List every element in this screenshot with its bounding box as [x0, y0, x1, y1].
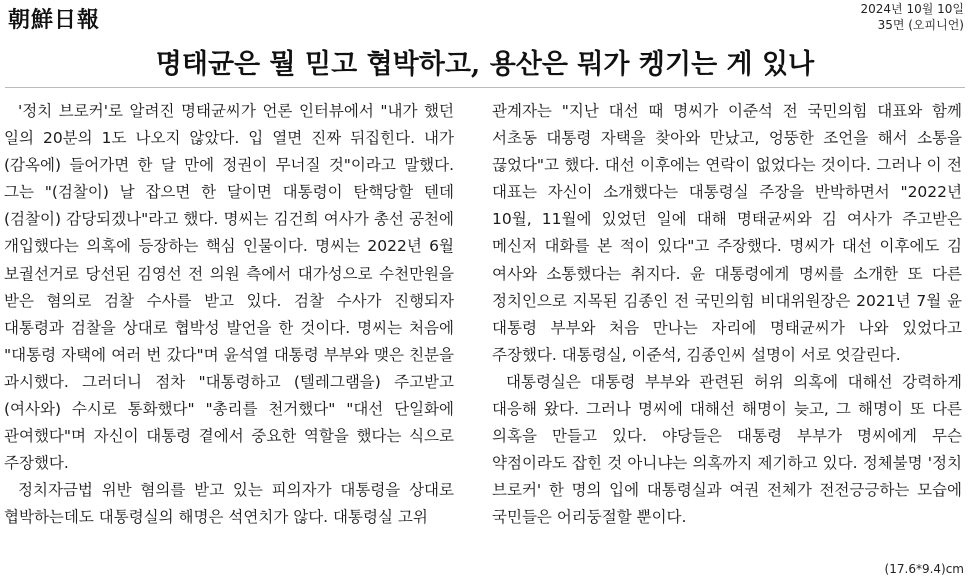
newspaper-logo: 朝鮮日報: [8, 7, 101, 33]
headline-divider: [5, 87, 965, 88]
page-section: 35면 (오피니언): [877, 18, 964, 32]
paragraph: 정치자금법 위반 혐의를 받고 있는 피의자가 대통령을 상대로 협박하는데도 대통령실의 해명은 석연치가 않다. 대통령실 고위: [4, 481, 454, 527]
body-column-left: [4, 98, 454, 532]
article-size-note: (17.6*9.4)cm: [884, 562, 964, 576]
paragraph: 대통령실은 대통령 부부와 관련된 허위 의혹에 대해선 강력하게 대응해 왔다. 그러나 명씨에 대해선 해명이 늦고, 그 해명이 또 다른 의혹을 만들고 있다. 야당들은 대통령 부부가 명씨에게 무슨 약점이라도 잡힌 것 아니냐는 의혹까지 제기하고 있다. 정체불명 '정치 브로커' 한 명의 입에 대통령실과 여권 전체가 전전긍긍하는 모습에 국민들은 어리둥절할 뿐이다.: [492, 372, 962, 527]
paragraph: '정치 브로커'로 알려진 명태균씨가 언론 인터뷰에서 "내가 했던 일의 20분의 1도 나오지 않았다. 입 열면 진짜 뒤집힌다. 내가 (감옥에) 들어가면 한 달 만에 정권이 무너질 것"이라고 말했다. 그는 "(검찰이) 날 잡으면 한 달이면 대통령이 탄핵당할 텐데 (검찰이) 감당되겠나"라고 했다. 명씨는 김건희 여사가 총선 공천에 개입했다는 의혹에 등장하는 핵심 인물이다. 명씨는 2022년 6월 보궐선거로 당선된 김영선 전 의원 측에서 대가성으로 수천만원을 받은 혐의로 검찰 수사를 받고 있다. 검찰 수사가 진행되자 대통령과 검찰을 상대로 협박성 발언을 한 것이다. 명씨는 처음에 "대통령 자택에 여러 번 갔다"며 윤석열 대통령 부부와 맺은 친분을 과시했다. 그러더니 점차 "대통령하고 (텔레그램을) 주고받고 (여사와) 수시로 통화했다" "총리를 천거했다" "대선 단일화에 관여했다"며 자신이 대통령 곁에서 중요한 역할을 했다는 식으로 주장했다.: [4, 102, 454, 473]
article-meta: [861, 1, 964, 33]
body-column-right: [492, 98, 962, 532]
article-headline: 명태균은 뭘 믿고 협박하고, 용산은 뭐가 켕기는 게 있나: [155, 49, 815, 80]
paragraph: 관계자는 "지난 대선 때 명씨가 이준석 전 국민의힘 대표와 함께 서초동 대통령 자택을 찾아와 만났고, 엉뚱한 조언을 해서 소통을 끊었다"고 했다. 대선 이후에는 연락이 없었다는 것이다. 그러나 이 전 대표는 자신이 소개했다는 대통령실 주장을 반박하면서 "2022년 10월, 11월에 있었던 일에 대해 명태균씨와 김 여사가 주고받은 메신저 대화를 본 적이 있다"고 주장했다. 명씨가 대선 이후에도 김 여사와 소통했다는 취지다. 윤 대통령에게 명씨를 소개한 또 다른 정치인으로 지목된 김종인 전 국민의힘 비대위원장은 2021년 7월 윤 대통령 부부와 처음 만나는 자리에 명태균씨가 나와 있었다고 주장했다. 대통령실, 이준석, 김종인씨 설명이 서로 엇갈린다.: [492, 102, 962, 364]
publish-date: 2024년 10월 10일: [860, 2, 964, 16]
